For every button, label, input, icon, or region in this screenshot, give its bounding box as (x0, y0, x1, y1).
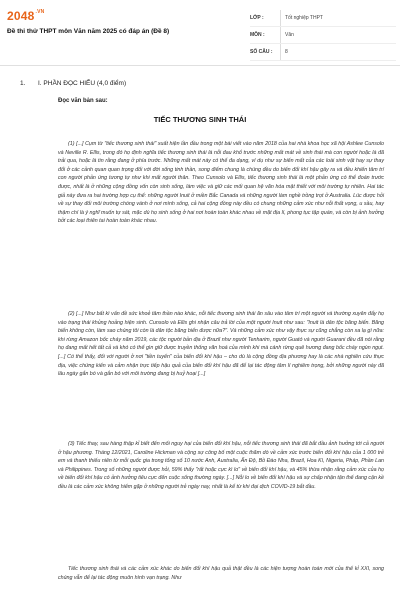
logo-suffix: .VN (35, 9, 45, 15)
meta-row-class (250, 10, 396, 27)
meta-value: Văn (280, 27, 396, 43)
meta-row-subject (250, 27, 396, 44)
section-heading (20, 80, 126, 87)
meta-key: LỚP : (250, 15, 264, 21)
meta-key: SỐ CÂU : (250, 49, 273, 55)
exam-title: Đề thi thử THPT môn Văn năm 2025 có đáp án (Đề 8) (7, 28, 170, 35)
page-header (0, 0, 400, 62)
passage-paragraph-2: (2) [...] Như bất kì vấn đề sức khoẻ tâm thần nào khác, nỗi tiếc thương sinh thái ăn sâu vào tâm trí một người và thường xuyên đẩy họ vào trạng thái khủng hoảng hiện sinh. Cunsolo và Ellis ghi nhận câu trả lời của một người Inuit như sau: "Inuit là dân tộc băng biển. Băng biển không còn, làm sao chúng tôi còn là dân tộc băng biển được nữa?". Và những cảm xúc như vậy thực sự cũng chẳng còn xa lạ gì nữa: khi rừng Amazon bốc cháy năm 2019, các tộc người bản địa ở Brazil như người Tenharim, người Guató và người Guarani đều đã nói rằng họ đang mất hết tất cả và khó có thể gìn giữ được truyền thống văn hoá của mình khi mà cánh rừng quê hương đang bốc cháy ngùn ngụt. [...] Có thể thấy, đối với người ở nơi "tiền tuyến" của biến đổi khí hậu – cho dù là cộng đồng địa phương hay là các nhà nghiên cứu thực địa, việc chứng kiến và cảm nhận trực tiếp hậu quả của biến đổi khí hậu đã để lại tác động tâm lí nghiêm trọng, bởi những người này đã lâu ngày gắn bó và gắn bó với môi trường đang bị huỷ hoại [...] (58, 311, 384, 378)
meta-row-question-count (250, 44, 396, 61)
question-number: 1. (20, 80, 26, 87)
passage-paragraph-4: Tiếc thương sinh thái và các cảm xúc khác do biến đổi khí hậu quả thật đều là các hiện tượng hoàn toàn mới của thế kỉ XXI, song chúng vẫn để lại tác động muôn hình vạn trạng. Như (58, 566, 384, 581)
passage-paragraph-1: (1) [...] Cụm từ "tiếc thương sinh thái" xuất hiện lần đầu trong một bài viết vào năm 2018 của hai nhà khoa học xã hội Ashlee Cunsolo và Neville R. Ellis, trong đó họ định nghĩa tiếc thương sinh thái là nỗi đau khổ trước những mất mát về sinh thái mà con người hoặc là đã trải qua, hoặc là tin rằng đang ở phía trước. Những mất mát này có thể đa dạng, ví dụ như sự biến mất của các loài sinh vật hay sự thay đổi ở các cảnh quan quan trọng đối với đời sống tinh thần, song điểm chung là chúng đều do biến đổi khí hậu gây ra và đều khiến tâm trí con người phản ứng tương tự như khi mất người thân. Theo Cunsolo và Ellis, tiếc thương sinh thái là một phản ứng có thể đoán trước được, nhất là ở những cộng đồng vốn còn sinh sống, làm việc và giữ các mối quan hệ văn hóa mật thiết với môi trường tự nhiên. Hai tác giả này đưa ra hai trường hợp cụ thể: những người Inuit ở miền Bắc Canada và những người làm nghề trồng trọt ở Australia. Lúc được hỏi về sự thay đổi môi trường chóng vánh ở nơi mình sống, cả hai cộng đồng này đều có chung những cảm xúc như nỗi thất vọng, u sầu, hay thậm chí là ý nghĩ muốn tự sát, mặc dù họ sinh sống ở hai nơi hoàn toàn khác nhau về mặt địa lí, phong tục tập quán, và còn bị ảnh hưởng bởi các loại thiên tai hoàn toàn khác nhau. (58, 141, 384, 225)
passage-title: TIẾC THƯƠNG SINH THÁI (153, 115, 247, 124)
section-title: I. PHẦN ĐỌC HIỂU (4,0 điểm) (38, 80, 127, 87)
reading-instruction: Đọc văn bản sau: (58, 98, 108, 104)
exam-meta-table (250, 10, 396, 61)
site-logo[interactable] (7, 9, 44, 23)
meta-key: MÔN : (250, 32, 265, 38)
meta-value: Tốt nghiệp THPT (280, 10, 396, 26)
logo-text: 2048 (7, 9, 35, 23)
meta-value: 8 (280, 44, 396, 60)
header-divider (0, 65, 400, 66)
passage-paragraph-3: (3) Tiếc thay, sau hàng thập kỉ biết đến mối nguy hại của biến đổi khí hậu, nỗi tiếc thương sinh thái đã bắt đầu ảnh hưởng tới cả người ở hậu phương. Tháng 12/2021, Caroline Hickman và cộng sự công bố một cuộc thăm dò về cảm xúc trước biến đổi khí hậu của 1 000 trẻ em và thanh thiếu niên từ mỗi quốc gia trong tổng số 10 nước Anh, Australia, Ấn Độ, Bồ Đào Nha, Brazil, Hoa Kì, Nigeria, Pháp, Phần Lan và Philippines. Trong số những người được hỏi, 59% thấy "rất hoặc cực kì lo" về biến đổi khí hậu, và 45% thừa nhận rằng cảm xúc của họ về biến đổi khí hậu có ảnh hưởng tiêu cực đến cuộc sống thường ngày. [...] Nỗi lo về biến đổi khí hậu và sự chấp nhận tận thế đang cận kề đều là các cảm xúc không hiếm gặp ở những người trẻ ngày nay, nhất là kể từ khi đại dịch COVID-19 bắt đầu. (58, 441, 384, 490)
